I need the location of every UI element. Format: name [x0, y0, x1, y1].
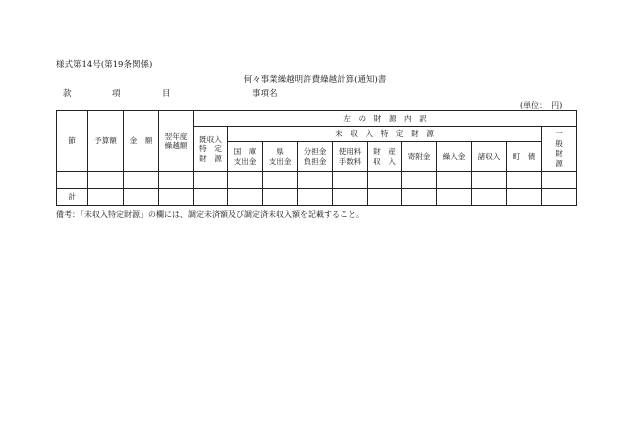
- total-cell[interactable]: [402, 189, 437, 206]
- row-cell[interactable]: [57, 172, 88, 189]
- total-row: [57, 189, 577, 206]
- col-donation: 寄附金: [402, 142, 437, 172]
- total-cell[interactable]: [437, 189, 472, 206]
- total-cell[interactable]: [88, 189, 124, 206]
- total-cell[interactable]: [124, 189, 159, 206]
- col-general-label: 一般財源: [555, 129, 563, 168]
- total-cell[interactable]: [333, 189, 368, 206]
- col-prefectural-l1: 県: [276, 147, 284, 156]
- form-number: 様式第14号(第19条関係): [56, 60, 153, 70]
- col-property-l2: 収 入: [373, 156, 396, 166]
- col-general: [542, 127, 577, 172]
- total-cell[interactable]: [368, 189, 402, 206]
- total-label: 計: [57, 189, 88, 206]
- row-cell[interactable]: [437, 172, 472, 189]
- col-amount: 金 額: [124, 111, 159, 172]
- col-burden-l2: 負担金: [303, 156, 327, 166]
- header-jikoumei: 事項名: [252, 89, 278, 99]
- header-kan: 款: [63, 89, 72, 99]
- col-fees-l2: 手数料: [338, 156, 362, 166]
- total-cell[interactable]: [542, 189, 577, 206]
- total-cell[interactable]: [298, 189, 333, 206]
- col-national-l2: 支出金: [233, 156, 257, 166]
- total-cell[interactable]: [263, 189, 298, 206]
- col-misc: 諸収入: [472, 142, 507, 172]
- remarks-note: 備考：「未収入特定財源」の欄には、調定未済額及び調定済未収入額を記載すること。: [56, 210, 364, 219]
- col-national: [228, 142, 263, 172]
- col-carryover-label: 翌年度繰越額: [164, 131, 188, 150]
- col-collected-specified: [194, 127, 228, 172]
- row-cell[interactable]: [368, 172, 402, 189]
- total-cell[interactable]: [159, 189, 194, 206]
- carryover-table: [56, 110, 577, 206]
- col-fees: [333, 142, 368, 172]
- row-cell[interactable]: [228, 172, 263, 189]
- total-cell[interactable]: [228, 189, 263, 206]
- header-moku: 目: [162, 89, 171, 99]
- col-budget: 予算額: [88, 111, 124, 172]
- document-title: 何々事業繰越明許費繰越計算(通知)書: [243, 75, 387, 85]
- col-collected-l3: 財 源: [199, 153, 222, 163]
- row-cell[interactable]: [298, 172, 333, 189]
- row-cell[interactable]: [542, 172, 577, 189]
- row-cell[interactable]: [507, 172, 542, 189]
- unit-label: (単位： 円): [520, 101, 563, 110]
- col-transfer: 繰入金: [437, 142, 472, 172]
- col-collected-l2: 特 定: [199, 144, 222, 154]
- table-row: [57, 172, 577, 189]
- col-collected-l1: 既収入: [199, 134, 222, 144]
- row-cell[interactable]: [333, 172, 368, 189]
- col-property: [368, 142, 402, 172]
- row-cell[interactable]: [88, 172, 124, 189]
- col-prefectural: [263, 142, 298, 172]
- total-cell[interactable]: [472, 189, 507, 206]
- col-carryover: [159, 111, 194, 172]
- total-cell[interactable]: [507, 189, 542, 206]
- col-setsu: 節: [57, 111, 88, 172]
- row-cell[interactable]: [194, 172, 228, 189]
- row-cell[interactable]: [263, 172, 298, 189]
- row-cell[interactable]: [159, 172, 194, 189]
- col-prefectural-l2: 支出金: [268, 156, 292, 166]
- row-cell[interactable]: [402, 172, 437, 189]
- header-kou: 項: [112, 89, 121, 99]
- col-property-l1: 財 産: [373, 147, 396, 156]
- section-uncollected-specified: 未 収 入 特 定 財 源: [228, 127, 542, 142]
- row-cell[interactable]: [124, 172, 159, 189]
- col-fees-l1: 使用料: [338, 147, 362, 156]
- total-cell[interactable]: [194, 189, 228, 206]
- col-burden-l1: 分担金: [303, 147, 327, 156]
- col-national-l1: 国 庫: [233, 147, 257, 156]
- col-burden: [298, 142, 333, 172]
- section-left-source-breakdown: 左 の 財 源 内 訳: [194, 111, 577, 127]
- row-cell[interactable]: [472, 172, 507, 189]
- col-bond: 町 債: [507, 142, 542, 172]
